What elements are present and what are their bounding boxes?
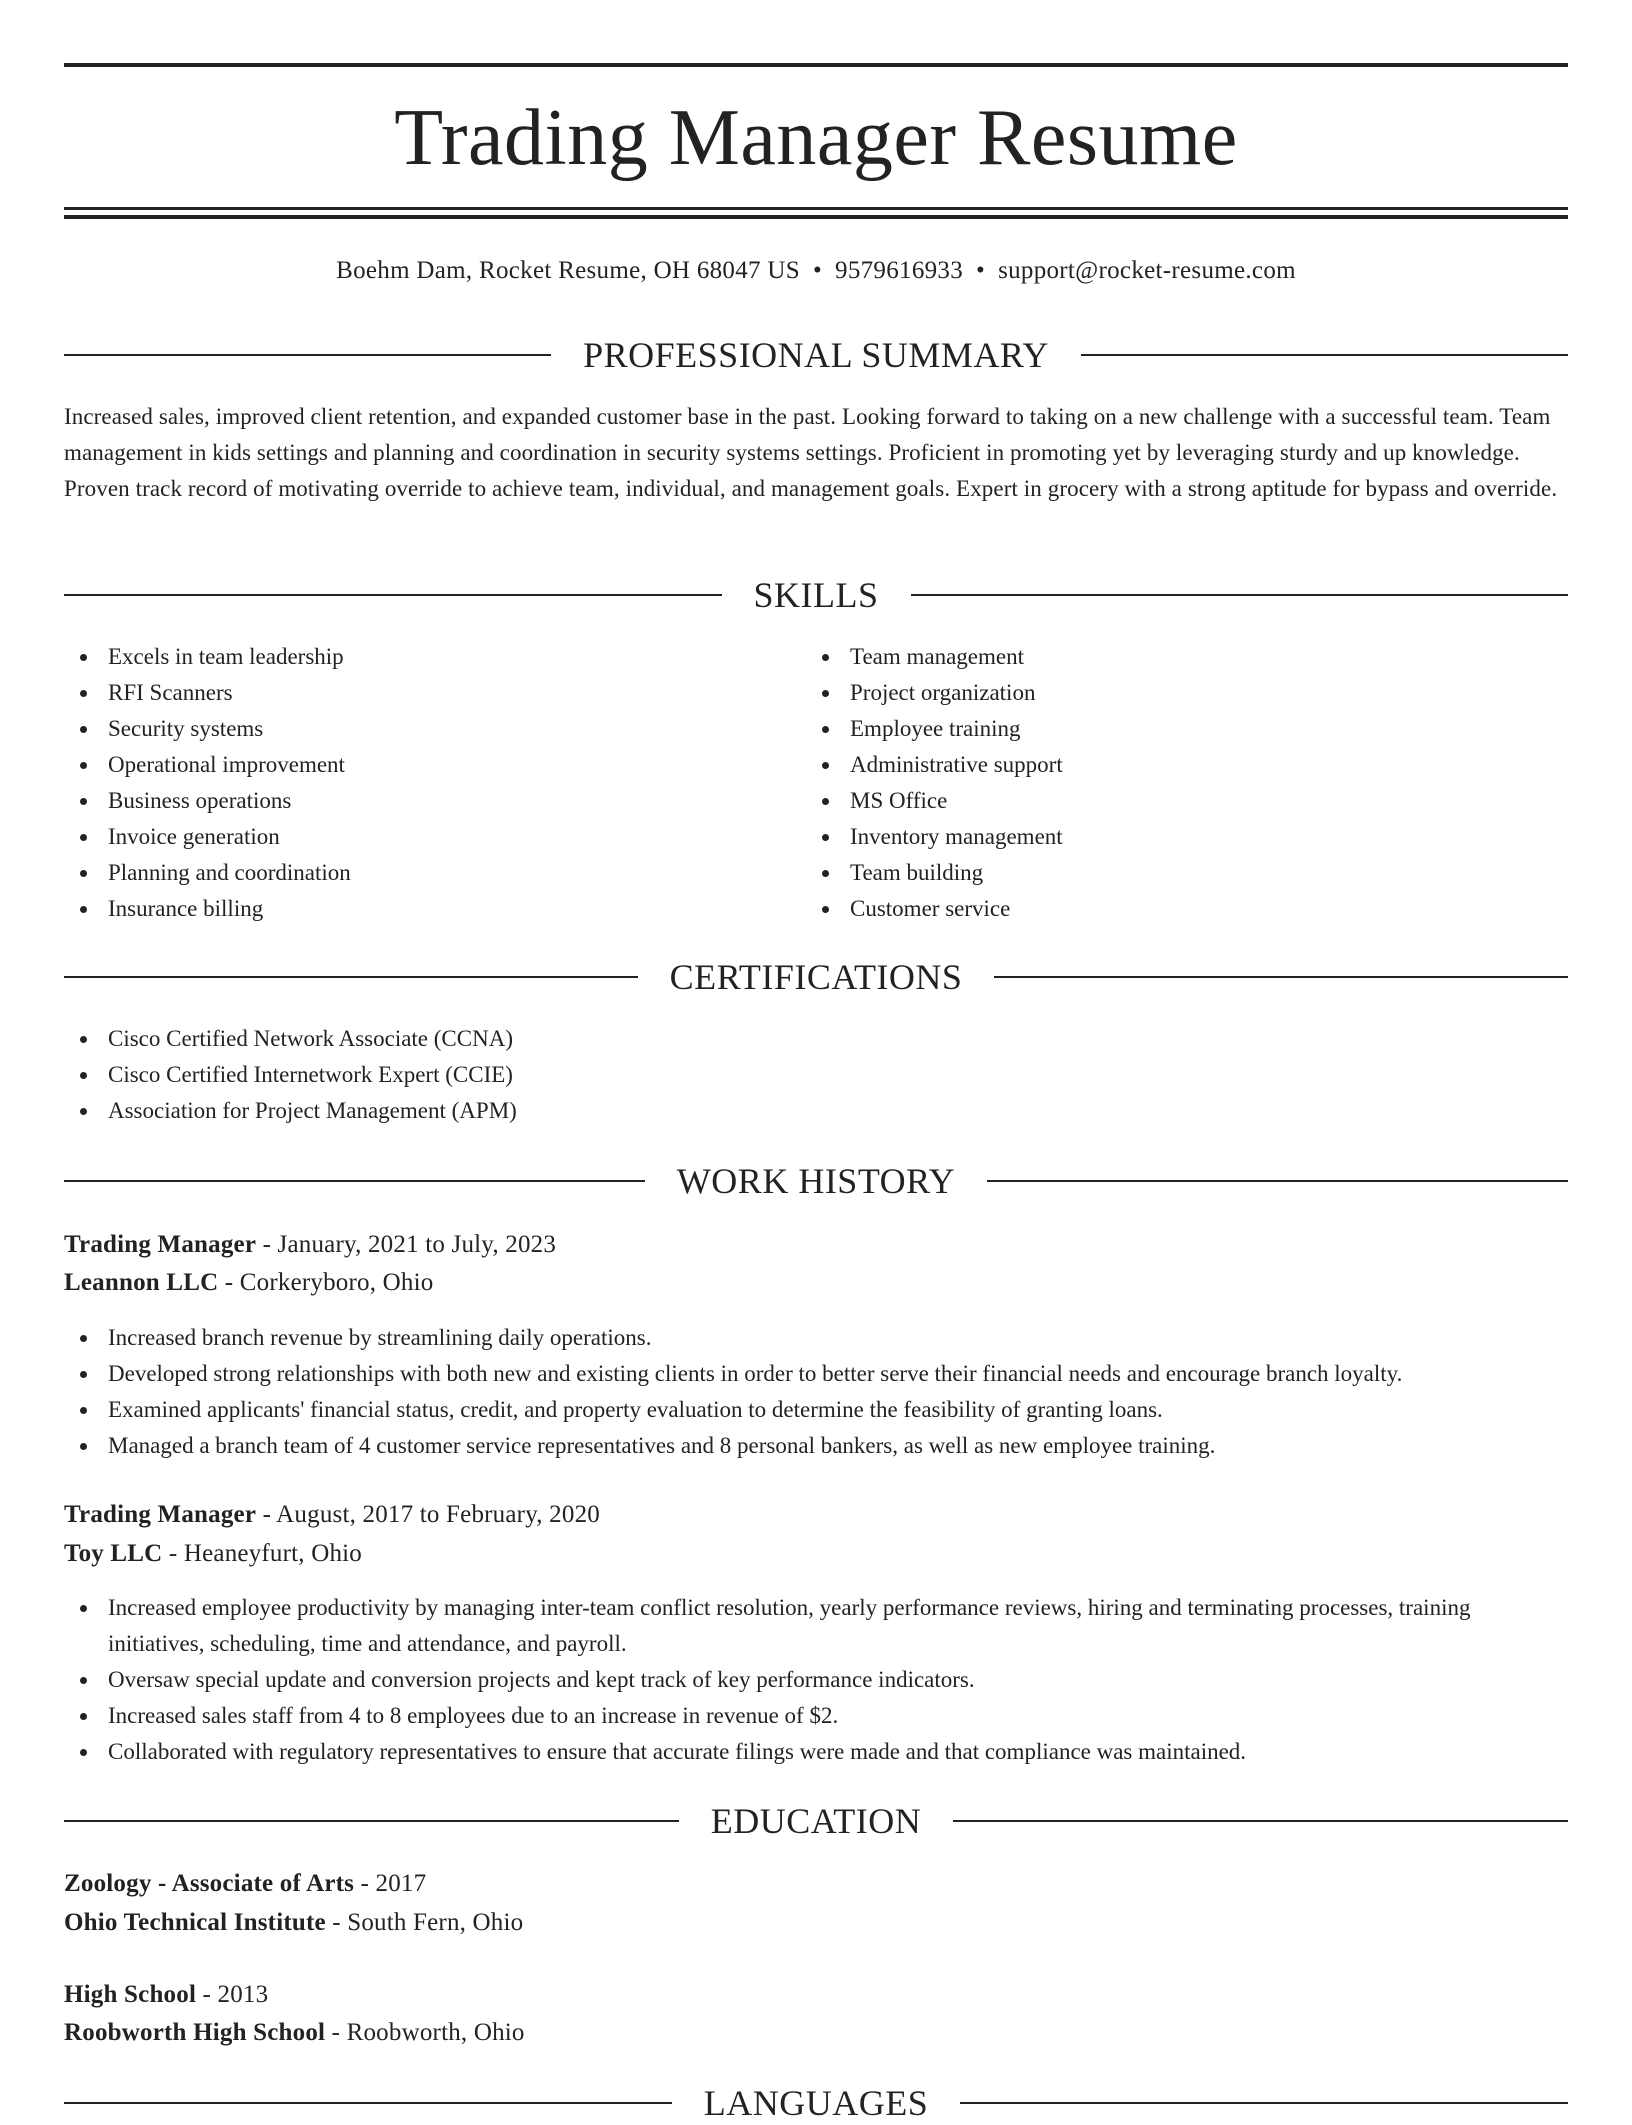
skill-item: Business operations xyxy=(64,783,804,819)
divider-line xyxy=(953,1820,1568,1822)
divider-line xyxy=(64,976,638,978)
education-school-line xyxy=(64,1905,1568,1941)
job-title: Trading Manager xyxy=(64,1501,257,1528)
divider-line xyxy=(64,1820,679,1822)
job-bullet: Developed strong relationships with both new and existing clients in order to better serve their financial needs and encourage branch loyalty. xyxy=(64,1356,1568,1392)
job-company-line xyxy=(64,1265,1568,1301)
skill-item: Team building xyxy=(806,855,1546,891)
skill-item: Administrative support xyxy=(806,747,1546,783)
contact-phone: 9579616933 xyxy=(835,257,964,284)
job-location: - Corkeryboro, Ohio xyxy=(218,1269,434,1296)
job-location: - Heaneyfurt, Ohio xyxy=(162,1540,363,1567)
job-bullet: Oversaw special update and conversion projects and kept track of key performance indicators. xyxy=(64,1662,1568,1698)
job-bullets xyxy=(64,1590,1568,1770)
job-company: Leannon LLC xyxy=(64,1269,219,1296)
divider-line xyxy=(994,976,1568,978)
education-school: Ohio Technical Institute xyxy=(64,1909,326,1936)
skill-item: Project organization xyxy=(806,675,1546,711)
title-rule-upper xyxy=(64,207,1568,210)
skill-item: Insurance billing xyxy=(64,891,804,927)
job-company: Toy LLC xyxy=(64,1540,163,1567)
skills-heading-row xyxy=(64,573,1568,617)
job-bullet: Increased branch revenue by streamlining daily operations. xyxy=(64,1320,1568,1356)
divider-line xyxy=(64,594,722,596)
contact-email: support@rocket-resume.com xyxy=(998,257,1296,284)
skills-list-left xyxy=(64,639,804,927)
skill-item: Customer service xyxy=(806,891,1546,927)
job-dates: - January, 2021 to July, 2023 xyxy=(256,1231,557,1258)
skills-list-right xyxy=(806,639,1546,927)
skill-item: Employee training xyxy=(806,711,1546,747)
contact-line xyxy=(64,254,1568,288)
certification-item: Association for Project Management (APM) xyxy=(64,1093,1568,1129)
job-bullet: Managed a branch team of 4 customer service representatives and 8 personal bankers, as well as new employee training. xyxy=(64,1428,1568,1464)
education-location: - South Fern, Ohio xyxy=(325,1909,524,1936)
education-degree: Zoology - Associate of Arts xyxy=(64,1870,355,1897)
certification-item: Cisco Certified Network Associate (CCNA) xyxy=(64,1021,1568,1057)
contact-separator: • xyxy=(812,257,823,284)
skill-item: Team management xyxy=(806,639,1546,675)
work-heading-row xyxy=(64,1159,1568,1203)
summary-heading: PROFESSIONAL SUMMARY xyxy=(583,335,1049,375)
education-degree-line xyxy=(64,1977,1568,2013)
title-rule-lower xyxy=(64,215,1568,219)
divider-line xyxy=(960,2102,1568,2104)
skill-item: Operational improvement xyxy=(64,747,804,783)
skill-item: Inventory management xyxy=(806,819,1546,855)
job-title-line xyxy=(64,1497,1568,1533)
work-heading: WORK HISTORY xyxy=(676,1161,956,1201)
job-bullets xyxy=(64,1320,1568,1464)
contact-separator: • xyxy=(976,257,986,284)
skills-heading: SKILLS xyxy=(753,575,879,615)
job-bullet: Examined applicants' financial status, credit, and property evaluation to determine the feasibility of granting loans. xyxy=(64,1392,1568,1428)
job-bullet: Increased sales staff from 4 to 8 employees due to an increase in revenue of $2. xyxy=(64,1698,1568,1734)
education-heading: EDUCATION xyxy=(710,1801,922,1841)
education-heading-row xyxy=(64,1799,1568,1843)
certifications-heading: CERTIFICATIONS xyxy=(669,957,963,997)
skill-item: Excels in team leadership xyxy=(64,639,804,675)
job-dates: - August, 2017 to February, 2020 xyxy=(256,1501,600,1528)
languages-heading: LANGUAGES xyxy=(703,2083,929,2123)
divider-line xyxy=(911,594,1569,596)
summary-text: Increased sales, improved client retention, and expanded customer base in the past. Looking forward to taking on a new challenge with a successful team. Team management in kids settings and planning and coordination in security systems settings. Proficient in promoting yet by leveraging sturdy and up knowledge. Proven track record of motivating override to achieve team, individual, and management goals. Expert in grocery with a strong aptitude for bypass and override. xyxy=(64,404,1558,501)
education-school-line xyxy=(64,2015,1568,2051)
divider-line xyxy=(64,2102,672,2104)
education-location: - Roobworth, Ohio xyxy=(325,2019,525,2046)
job-bullet: Increased employee productivity by managing inter-team conflict resolution, yearly performance reviews, hiring and terminating processes, training initiatives, scheduling, time and attendance, and payroll. xyxy=(64,1590,1568,1662)
divider-line xyxy=(1081,354,1568,356)
languages-heading-row xyxy=(64,2081,1568,2125)
skill-item: MS Office xyxy=(806,783,1546,819)
summary-heading-row xyxy=(64,333,1568,377)
job-company-line xyxy=(64,1536,1568,1572)
education-school: Roobworth High School xyxy=(64,2019,326,2046)
skill-item: Planning and coordination xyxy=(64,855,804,891)
education-degree: High School xyxy=(64,1981,197,2008)
resume-title: Trading Manager Resume xyxy=(394,94,1238,182)
education-year: - 2013 xyxy=(196,1981,269,2008)
divider-line xyxy=(64,1180,645,1182)
skill-item: Security systems xyxy=(64,711,804,747)
job-bullet: Collaborated with regulatory representatives to ensure that accurate filings were made and that compliance was maintained. xyxy=(64,1734,1568,1770)
skill-item: Invoice generation xyxy=(64,819,804,855)
education-degree-line xyxy=(64,1866,1568,1902)
certification-item: Cisco Certified Internetwork Expert (CCIE) xyxy=(64,1057,1568,1093)
certifications-list xyxy=(64,1021,1568,1129)
certifications-heading-row xyxy=(64,955,1568,999)
divider-line xyxy=(64,354,551,356)
divider-line xyxy=(987,1180,1568,1182)
job-title: Trading Manager xyxy=(64,1231,257,1258)
contact-address: Boehm Dam, Rocket Resume, OH 68047 US xyxy=(336,257,800,284)
top-rule xyxy=(64,63,1568,67)
skill-item: RFI Scanners xyxy=(64,675,804,711)
education-year: - 2017 xyxy=(354,1870,427,1897)
job-title-line xyxy=(64,1227,1568,1263)
